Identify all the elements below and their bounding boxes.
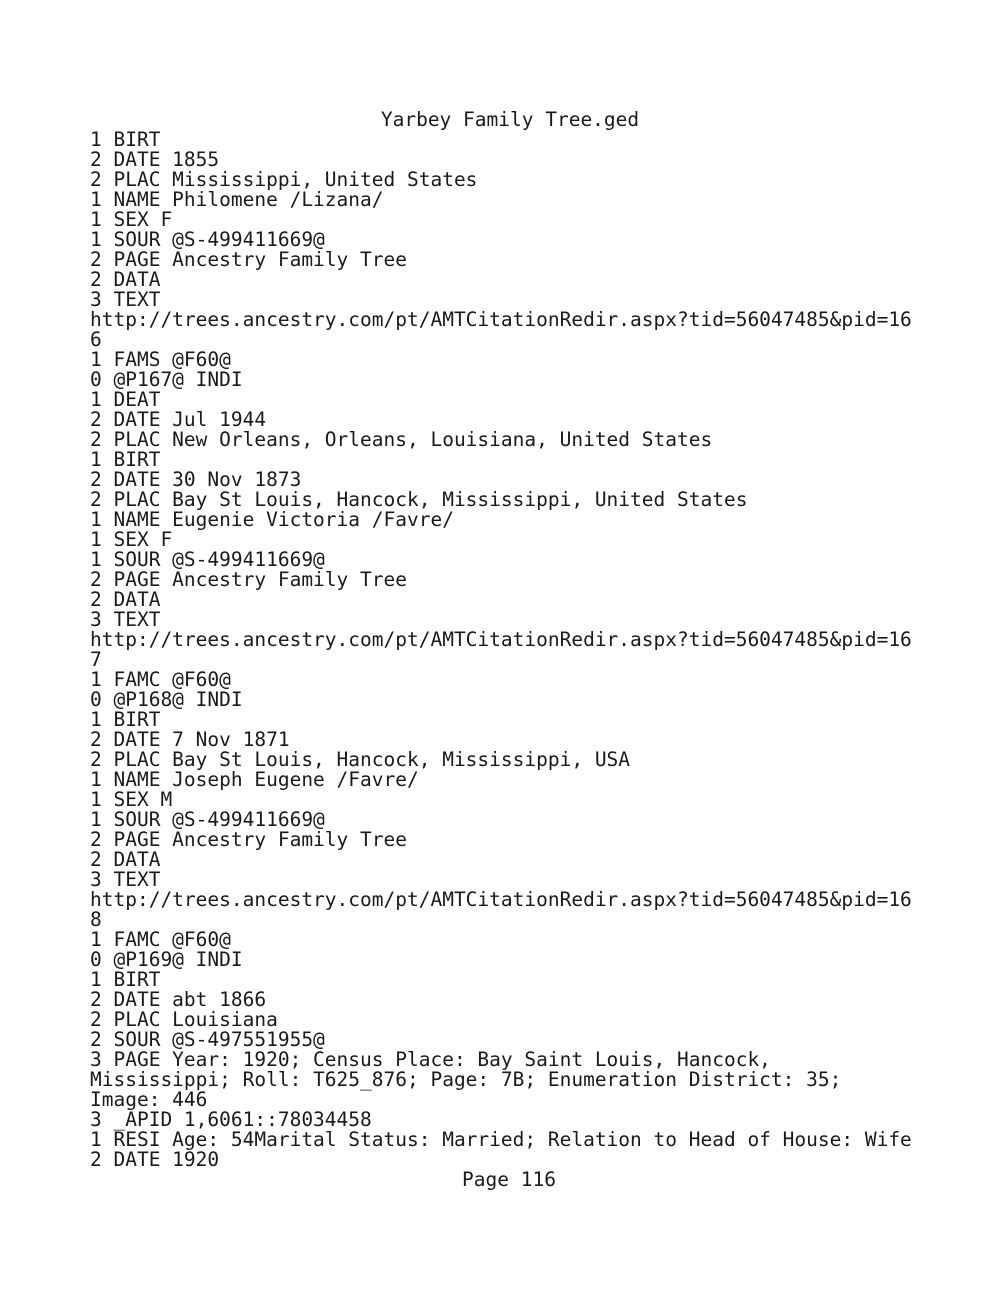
text-line: 1 SOUR @S-499411669@ (90, 228, 325, 251)
text-line: 1 FAMS @F60@ (90, 348, 231, 371)
text-line: Image: 446 (90, 1088, 208, 1111)
text-line: 2 DATE 30 Nov 1873 (90, 468, 302, 491)
text-line: 1 SEX F (90, 528, 173, 551)
text-line: 2 DATE Jul 1944 (90, 408, 267, 431)
text-line: 3 TEXT (90, 608, 161, 631)
text-line: 3 TEXT (90, 868, 161, 891)
text-line: 3 _APID 1,6061::78034458 (90, 1108, 372, 1131)
text-line: 1 NAME Eugenie Victoria /Favre/ (90, 508, 454, 531)
text-line: 2 PAGE Ancestry Family Tree (90, 828, 407, 851)
document-title: Yarbey Family Tree.ged (380, 108, 640, 131)
text-line: 2 PLAC New Orleans, Orleans, Louisiana, United States (90, 428, 713, 451)
text-line: 2 PLAC Bay St Louis, Hancock, Mississippi, United States (90, 488, 748, 511)
text-line: 1 DEAT (90, 388, 161, 411)
text-line: 1 BIRT (90, 968, 161, 991)
text-line: 2 DATE 1920 (90, 1148, 220, 1171)
text-line: 1 SOUR @S-499411669@ (90, 808, 325, 831)
text-line: 1 BIRT (90, 128, 161, 151)
text-line: 8 (90, 908, 102, 931)
text-line: 2 DATA (90, 268, 161, 291)
text-line: 2 DATE 1855 (90, 148, 220, 171)
text-line: 2 PAGE Ancestry Family Tree (90, 248, 407, 271)
text-line: 2 PAGE Ancestry Family Tree (90, 568, 407, 591)
text-line: 1 BIRT (90, 448, 161, 471)
text-line: 7 (90, 648, 102, 671)
text-line: 1 FAMC @F60@ (90, 668, 231, 691)
text-line: 2 PLAC Louisiana (90, 1008, 278, 1031)
text-line: 0 @P168@ INDI (90, 688, 243, 711)
text-line: 2 DATE 7 Nov 1871 (90, 728, 290, 751)
text-line: 1 BIRT (90, 708, 161, 731)
text-line: 1 FAMC @F60@ (90, 928, 231, 951)
text-line: 3 PAGE Year: 1920; Census Place: Bay Saint Louis, Hancock, (90, 1048, 771, 1071)
text-line: 2 PLAC Mississippi, United States (90, 168, 478, 191)
text-line: http://trees.ancestry.com/pt/AMTCitationRedir.aspx?tid=56047485&pid=16 (90, 888, 912, 911)
text-line: http://trees.ancestry.com/pt/AMTCitationRedir.aspx?tid=56047485&pid=16 (90, 628, 912, 651)
text-line: 1 SOUR @S-499411669@ (90, 548, 325, 571)
text-line: Mississippi; Roll: T625_876; Page: 7B; Enumeration District: 35; (90, 1068, 842, 1091)
text-line: 1 RESI Age: 54Marital Status: Married; Relation to Head of House: Wife (90, 1128, 912, 1151)
text-line: 0 @P169@ INDI (90, 948, 243, 971)
text-line: http://trees.ancestry.com/pt/AMTCitationRedir.aspx?tid=56047485&pid=16 (90, 308, 912, 331)
text-line: 0 @P167@ INDI (90, 368, 243, 391)
text-line: 2 SOUR @S-497551955@ (90, 1028, 325, 1051)
text-line: 6 (90, 328, 102, 351)
text-line: 1 NAME Philomene /Lizana/ (90, 188, 384, 211)
text-line: 3 TEXT (90, 288, 161, 311)
text-line: 1 SEX M (90, 788, 173, 811)
text-line: 1 NAME Joseph Eugene /Favre/ (90, 768, 419, 791)
text-line: 2 DATA (90, 588, 161, 611)
page-number: Page 116 (462, 1168, 556, 1191)
text-line: 1 SEX F (90, 208, 173, 231)
text-line: 2 DATA (90, 848, 161, 871)
gedcom-record-text (90, 130, 970, 1170)
text-line: 2 PLAC Bay St Louis, Hancock, Mississippi, USA (90, 748, 631, 771)
text-line: 2 DATE abt 1866 (90, 988, 267, 1011)
